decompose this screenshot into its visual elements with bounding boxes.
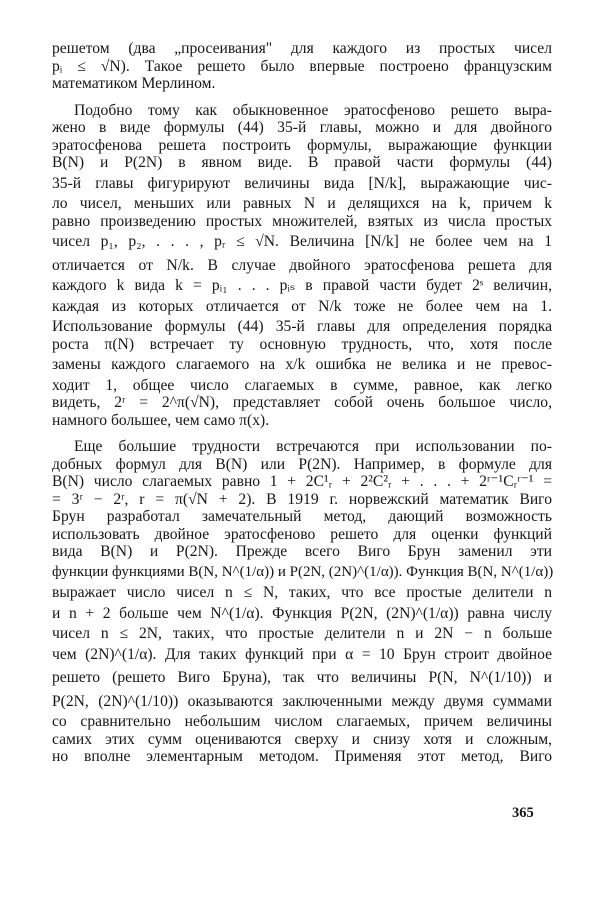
text-line: каждая из которых отличается от N/k тоже не более чем на 1. [52,297,552,315]
paragraph-3 [52,438,552,766]
text-line: чисел p₁, p₂, . . . , pᵣ ≤ √N. Величина [N/k] не более чем на 1 [52,233,552,250]
text-line: B(N) число слагаемых равно 1 + 2C¹ᵣ + 2²C²ᵣ + . . . + 2ʳ⁻¹Cᵣʳ⁻¹ = [52,473,552,490]
text-line: функции функциями B(N, N^(1/α)) и P(2N, (2N)^(1/α)). Функция B(N, N^(1/α)) [52,563,554,580]
text-line: = 3ʳ − 2ʳ, r = π(√N + 2). В 1919 г. норвежский математик Виго [52,490,552,508]
paragraph-gap [52,429,552,438]
text-line: ходит 1, общее число слагаемых в сумме, равное, как легко [52,376,552,394]
text-line: но вполне элементарным методом. Применяя этот метод, Виго [52,748,552,765]
text-line: B(N) и P(2N) в явном виде. В правой части формулы (44) [52,154,552,171]
text-line: отличается от N/k. В случае двойного эратосфенова решета для [52,256,552,274]
paragraph-gap [52,93,552,102]
text-line: ло чисел, меньших или равных N и делящихся на k, причем k [52,195,552,212]
document-page [52,40,552,766]
text-line: Брун разработал замечательный метод, дающий возможность [52,508,552,525]
text-line: pᵢ ≤ √N). Такое решето было впервые построено французским [52,57,552,75]
text-line: Подобно тому как обыкновенное эратосфеново решето выра- [74,101,552,119]
text-line: намного большее, чем само π(x). [52,411,270,429]
text-line: математиком Мерлином. [52,75,216,92]
text-line: Еще большие трудности встречаются при использовании по- [74,438,552,455]
text-line: вида B(N) и P(2N). Прежде всего Виго Брун заменил эти [52,543,552,560]
text-line: каждого k вида k = pᵢ₁ . . . pᵢₛ в правой части будет 2ˢ величин, [52,277,552,294]
text-line: замены каждого слагаемого на x/k ошибка не велика и не превос- [52,356,552,373]
text-line: жено в виде формулы (44) 35-й главы, можно и для двойного [52,119,552,136]
text-line: использовать двойное эратосфеново решето для оценки функций [52,525,552,543]
text-line: P(2N, (2N)^(1/10)) оказываются заключенными между двумя суммами [52,692,552,710]
text-line: эратосфенова решета построить формулы, выражающие функции [52,136,552,154]
text-line: добных формул для B(N) или P(2N). Например, в формуле для [52,455,552,473]
text-line: чем (2N)^(1/α). Для таких функций при α = 10 Брун строит двойное [52,645,552,663]
page-number: 365 [512,805,534,821]
paragraph-1 [52,40,552,93]
paragraph-2 [52,102,552,430]
text-line: видеть, 2ʳ = 2^π(√N), представляет собой очень большое число, [52,394,552,411]
text-line: решето (решето Виго Бруна), так что величины P(N, N^(1/10)) и [52,669,552,686]
text-line: со сравнительно небольшим числом слагаемых, причем величины [52,713,552,730]
text-line: чисел n ≤ 2N, таких, что простые делители n и 2N − n больше [52,625,552,642]
text-line: Использование формулы (44) 35-й главы для определения порядка [52,318,552,335]
text-line: самих этих сумм оцениваются сверху и снизу хотя и сложным, [52,730,552,748]
text-line: равно произведению простых множителей, взятых из числа простых [52,212,552,230]
text-line: и n + 2 больше чем N^(1/α). Функция P(2N, (2N)^(1/α)) равна числу [52,604,552,622]
text-line: выражает число чисел n ≤ N, таких, что все простые делители n [52,584,552,601]
text-line: 35-й главы фигурируют величины вида [N/k], выражающие чис- [52,174,552,192]
text-line: роста π(N) встречает ту основную трудность, что, хотя после [52,335,552,353]
text-line: решетом (два „просеивания" для каждого из простых чисел [52,40,552,57]
